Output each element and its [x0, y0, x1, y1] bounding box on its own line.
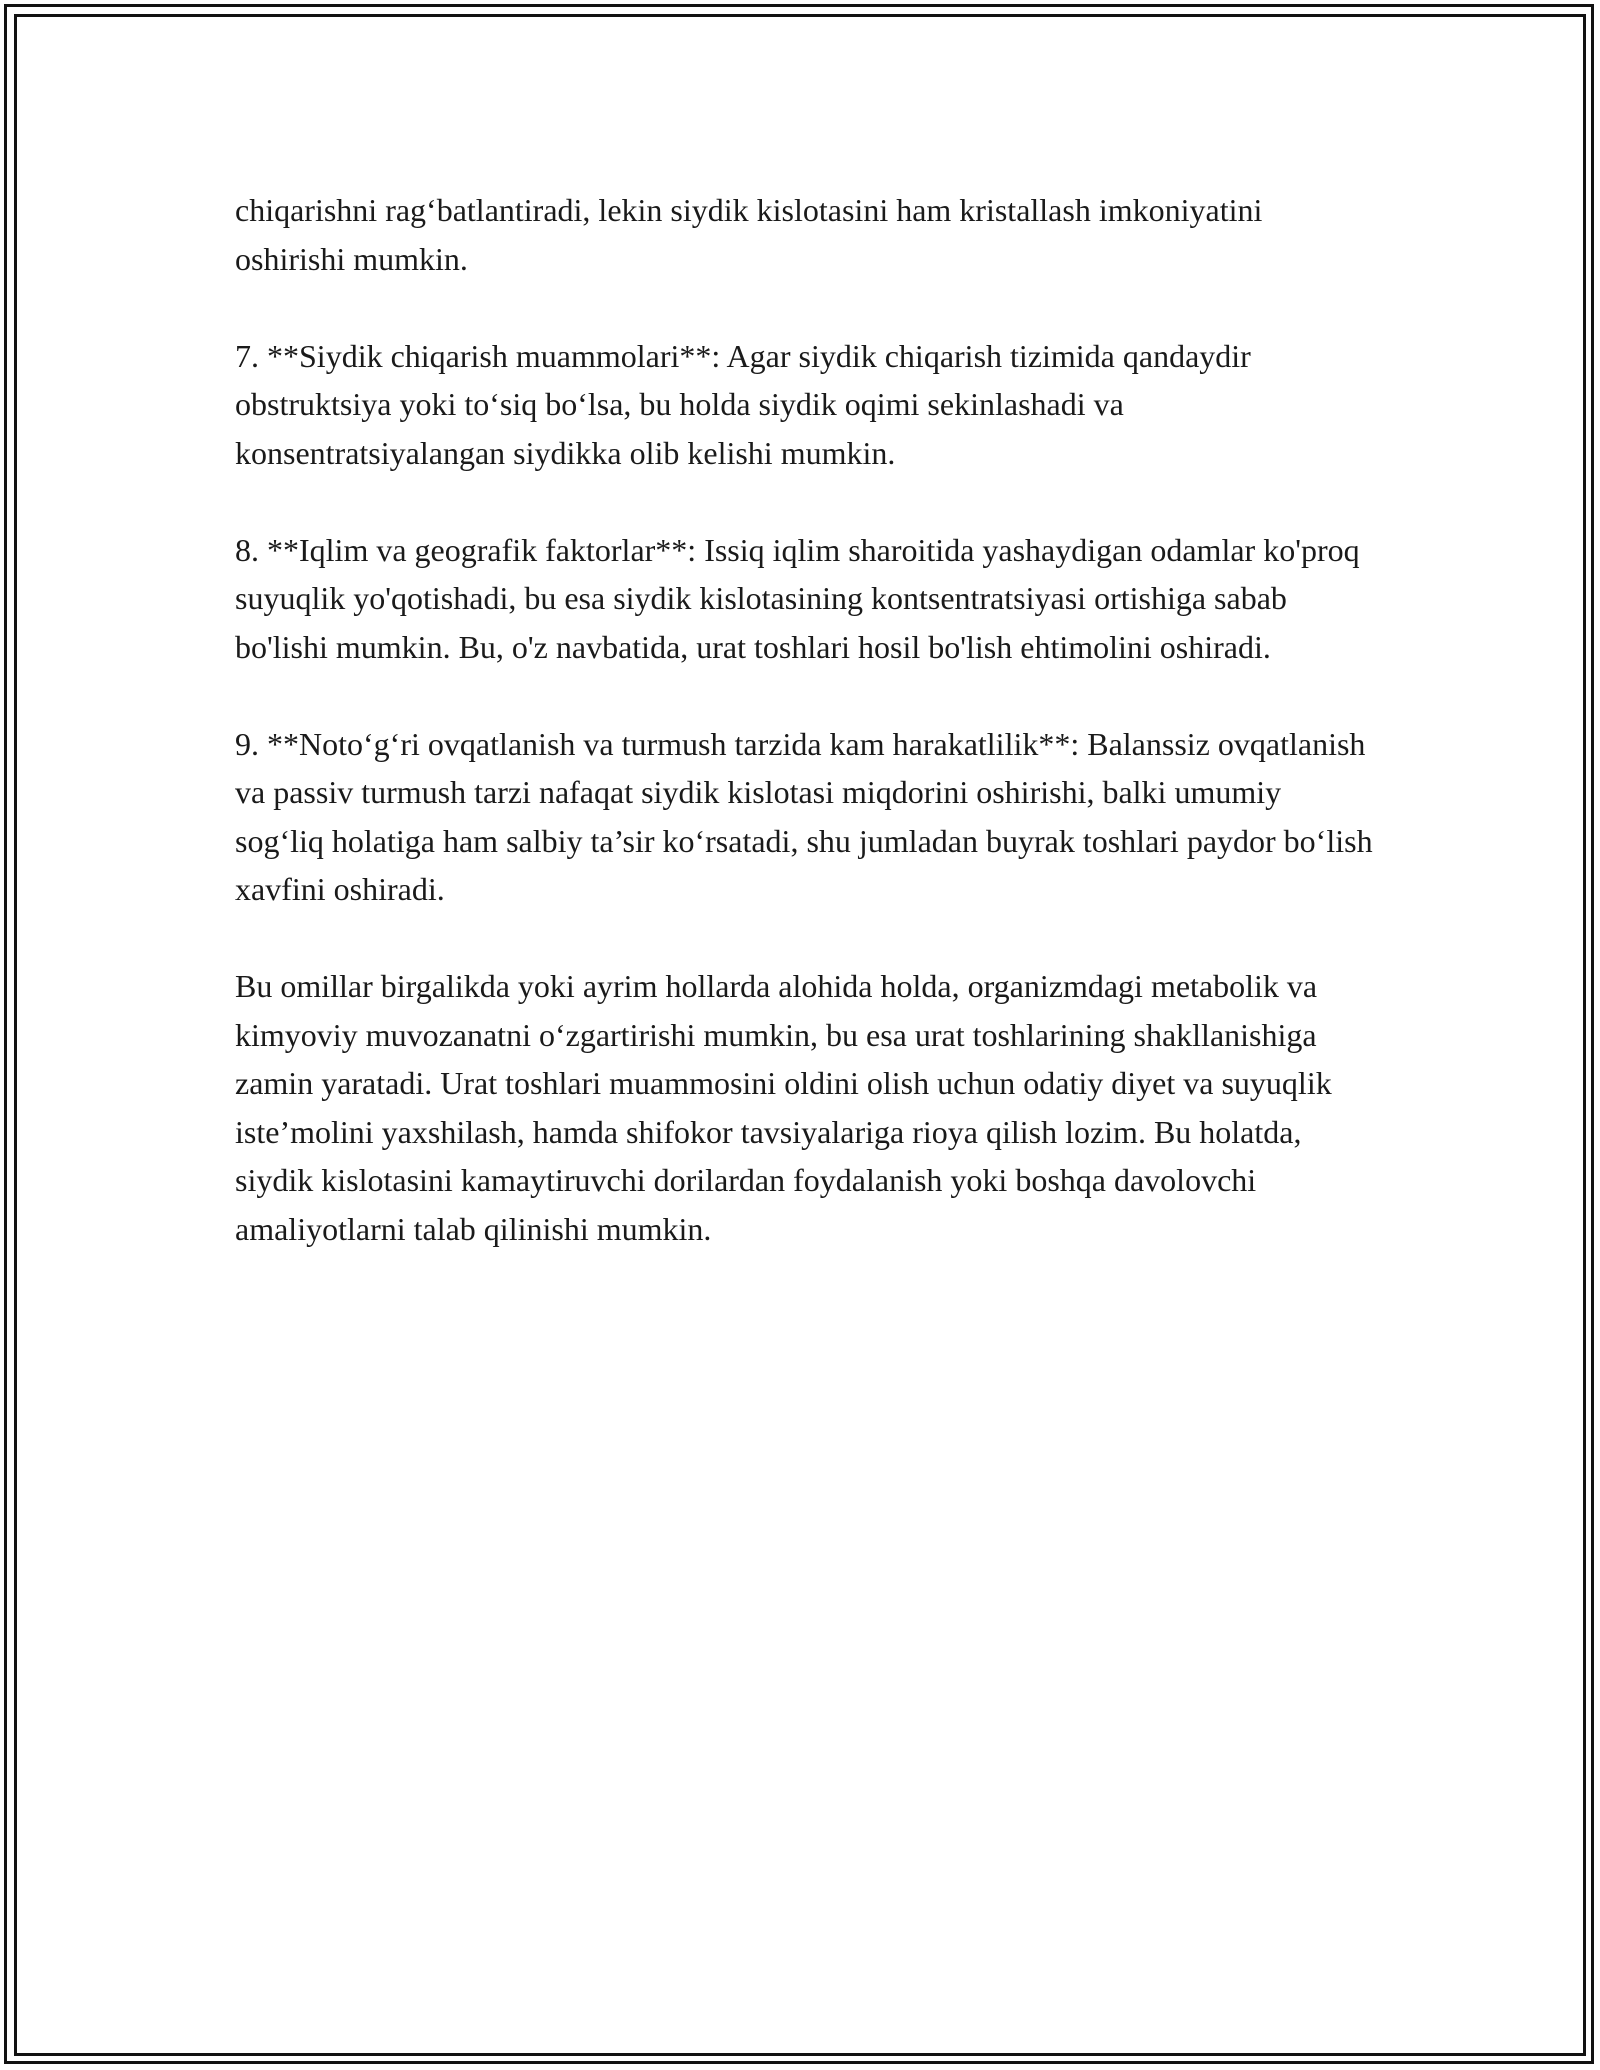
paragraph-item-9: 9. **Noto‘g‘ri ovqatlanish va turmush tarzida kam harakatlilik**: Balanssiz ovqatlanish va passiv turmush tarzi nafaqat siydik kislotasi miqdorini oshirishi, balki umumiy sog‘liq holatiga ham salbiy ta’sir ko‘rsatadi, shu jumladan buyrak toshlari paydor bo‘lish xavfini oshiradi. [235, 725, 1373, 907]
paragraph-continuation: chiqarishni rag‘batlantiradi, lekin siydik kislotasini ham kristallash imkoniyatini oshirishi mumkin. [235, 192, 1263, 277]
document-body [235, 186, 1375, 1302]
paragraph-item-8: 8. **Iqlim va geografik faktorlar**: Issiq iqlim sharoitida yashaydigan odamlar ko'proq suyuqlik yo'qotishadi, bu esa siydik kislotasining kontsentratsiyasi ortishiga sabab bo'lishi mumkin. Bu, o'z navbatida, urat toshlari hosil bo'lish ehtimolini oshiradi. [235, 531, 1360, 665]
paragraph-conclusion: Bu omillar birgalikda yoki ayrim hollarda alohida holda, organizmdagi metabolik va kimyoviy muvozanatni o‘zgartirishi mumkin, bu esa urat toshlarining shakllanishiga zamin yaratadi. Urat toshlari muammosini oldini olish uchun odatiy diyet va suyuqlik iste’molini yaxshilash, hamda shifokor tavsiyalariga rioya qilish lozim. Bu holatda, siydik kislotasini kamaytiruvchi dorilardan foydalanish yoki boshqa davolovchi amaliyotlarni talab qilinishi mumkin. [235, 968, 1332, 1247]
paragraph-item-7: 7. **Siydik chiqarish muammolari**: Agar siydik chiqarish tizimida qandaydir obstruktsiya yoki to‘siq bo‘lsa, bu holda siydik oqimi sekinlashadi va konsentratsiyalangan siydikka olib kelishi mumkin. [235, 337, 1251, 471]
